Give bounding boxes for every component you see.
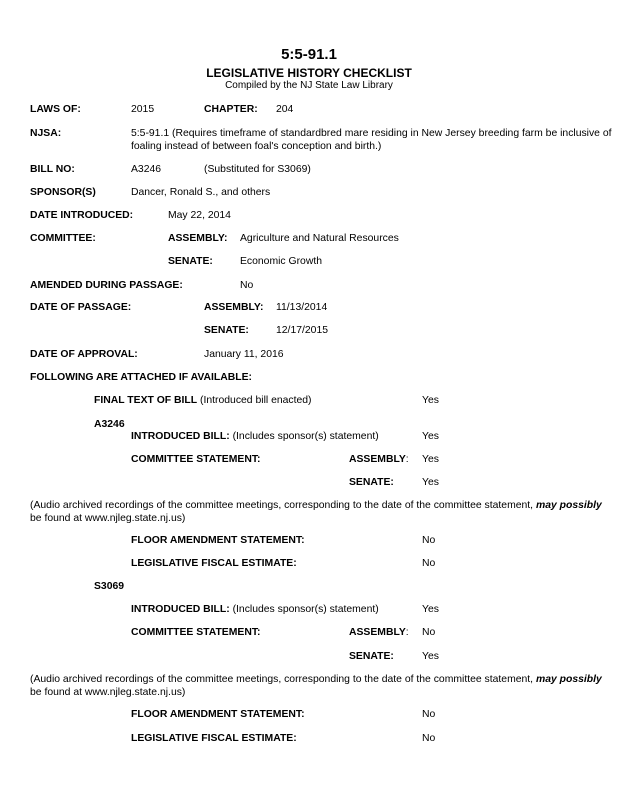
s3069-introduced-label bbox=[131, 604, 379, 616]
page-title: 5:5-91.1 bbox=[281, 46, 337, 63]
a3246-fiscal-label: LEGISLATIVE FISCAL ESTIMATE: bbox=[131, 558, 297, 569]
committee-label: COMMITTEE: bbox=[30, 233, 96, 244]
chapter-value: 204 bbox=[276, 104, 294, 115]
final-text-label-rest: (Introduced bill enacted) bbox=[197, 395, 312, 406]
sponsors-label: SPONSOR(S) bbox=[30, 187, 96, 198]
committee-assembly-label: ASSEMBLY: bbox=[168, 233, 228, 244]
attached-heading: FOLLOWING ARE ATTACHED IF AVAILABLE: bbox=[30, 372, 253, 383]
a3246-committee-senate-value: Yes bbox=[422, 477, 439, 488]
s3069-introduced-bold: INTRODUCED BILL: bbox=[131, 604, 230, 615]
amended-label: AMENDED DURING PASSAGE: bbox=[30, 280, 183, 291]
s3069-audio-note-line-1: (Audio archived recordings of the committee meetings, corresponding to the date of the committee statement, may possibly bbox=[30, 674, 602, 685]
a3246-audio-note-line-1: (Audio archived recordings of the committee meetings, corresponding to the date of the committee statement, may possibly bbox=[30, 500, 602, 511]
passage-assembly-label: ASSEMBLY: bbox=[204, 302, 264, 313]
a3246-heading: A3246 bbox=[94, 419, 125, 430]
a3246-floor-value: No bbox=[422, 535, 436, 546]
a3246-introduced-bold: INTRODUCED BILL: bbox=[131, 431, 230, 442]
compiled-by: Compiled by the NJ State Law Library bbox=[225, 80, 393, 91]
committee-assembly-value: Agriculture and Natural Resources bbox=[240, 233, 399, 244]
s3069-audio-note-line-2: be found at www.njleg.state.nj.us) bbox=[30, 687, 186, 698]
a3246-audio-note-line-2: be found at www.njleg.state.nj.us) bbox=[30, 513, 186, 524]
s3069-committee-senate-label: SENATE: bbox=[349, 651, 394, 662]
bill-substituted-note: (Substituted for S3069) bbox=[204, 164, 311, 175]
s3069-committee-assembly-value: No bbox=[422, 627, 436, 638]
approval-label: DATE OF APPROVAL: bbox=[30, 349, 138, 360]
a3246-introduced-rest: (Includes sponsor(s) statement) bbox=[229, 431, 379, 442]
laws-of-label: LAWS OF: bbox=[30, 104, 81, 115]
a3246-committee-label: COMMITTEE STATEMENT: bbox=[131, 454, 261, 465]
amended-value: No bbox=[240, 280, 254, 291]
s3069-committee-label: COMMITTEE STATEMENT: bbox=[131, 627, 261, 638]
bill-no-value: A3246 bbox=[131, 164, 162, 175]
passage-label: DATE OF PASSAGE: bbox=[30, 302, 132, 313]
a3246-committee-assembly-value: Yes bbox=[422, 454, 439, 465]
s3069-committee-assembly-label: ASSEMBLY: bbox=[349, 627, 409, 638]
passage-senate-value: 12/17/2015 bbox=[276, 325, 329, 336]
s3069-fiscal-label: LEGISLATIVE FISCAL ESTIMATE: bbox=[131, 733, 297, 744]
page-subtitle: LEGISLATIVE HISTORY CHECKLIST bbox=[206, 66, 412, 80]
s3069-heading: S3069 bbox=[94, 581, 125, 592]
s3069-floor-label: FLOOR AMENDMENT STATEMENT: bbox=[131, 709, 305, 720]
a3246-floor-label: FLOOR AMENDMENT STATEMENT: bbox=[131, 535, 305, 546]
committee-senate-label: SENATE: bbox=[168, 256, 213, 267]
passage-assembly-value: 11/13/2014 bbox=[276, 302, 328, 313]
passage-senate-label: SENATE: bbox=[204, 325, 249, 336]
s3069-fiscal-value: No bbox=[422, 733, 436, 744]
laws-of-value: 2015 bbox=[131, 104, 155, 115]
a3246-committee-senate-label: SENATE: bbox=[349, 477, 394, 488]
njsa-label: NJSA: bbox=[30, 128, 62, 139]
chapter-label: CHAPTER: bbox=[204, 104, 258, 115]
s3069-committee-senate-value: Yes bbox=[422, 651, 439, 662]
final-text-label bbox=[94, 395, 312, 407]
final-text-label-bold: FINAL TEXT OF BILL bbox=[94, 395, 198, 406]
a3246-fiscal-value: No bbox=[422, 558, 436, 569]
committee-senate-value: Economic Growth bbox=[240, 256, 322, 267]
date-introduced-value: May 22, 2014 bbox=[168, 210, 231, 221]
approval-value: January 11, 2016 bbox=[204, 349, 284, 360]
a3246-committee-assembly-label: ASSEMBLY: bbox=[349, 454, 409, 465]
a3246-introduced-value: Yes bbox=[422, 431, 439, 442]
sponsors-value: Dancer, Ronald S., and others bbox=[131, 187, 271, 198]
s3069-introduced-rest: (Includes sponsor(s) statement) bbox=[229, 604, 379, 615]
final-text-value: Yes bbox=[422, 395, 439, 406]
a3246-introduced-label bbox=[131, 431, 379, 443]
s3069-floor-value: No bbox=[422, 709, 436, 720]
njsa-line-1: 5:5-91.1 (Requires timeframe of standardbred mare residing in New Jersey breeding farm be inclusive of bbox=[131, 128, 612, 139]
date-introduced-label: DATE INTRODUCED: bbox=[30, 210, 134, 221]
njsa-line-2: foaling instead of between foal's conception and birth.) bbox=[131, 141, 382, 152]
bill-no-label: BILL NO: bbox=[30, 164, 75, 175]
s3069-introduced-value: Yes bbox=[422, 604, 439, 615]
